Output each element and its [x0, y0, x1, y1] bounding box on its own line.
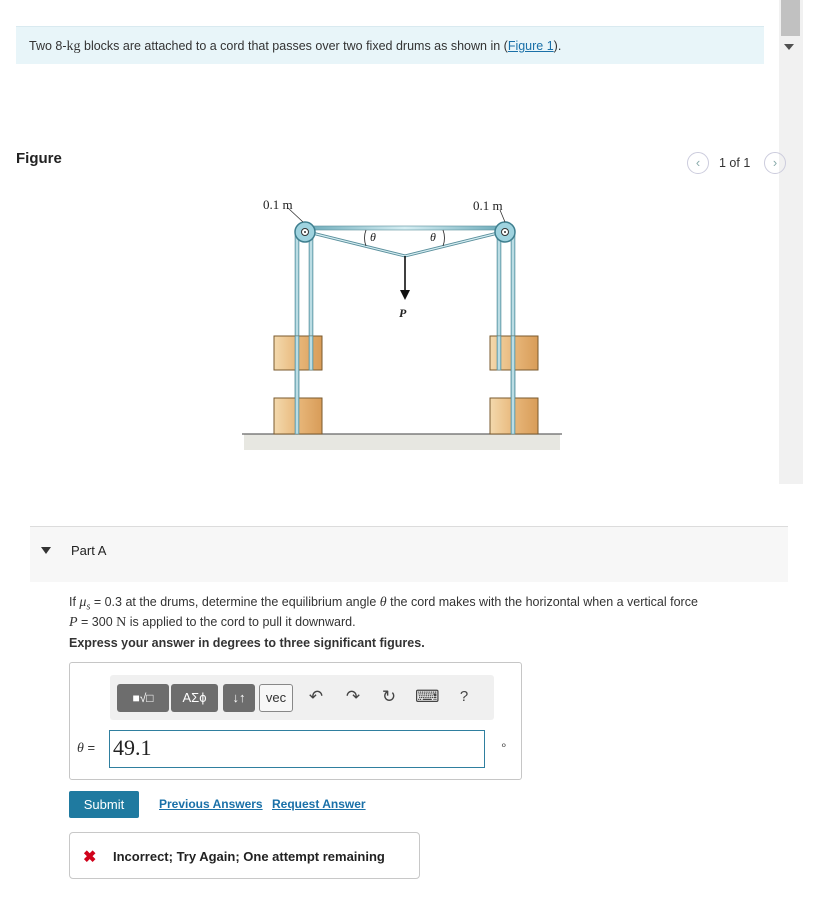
force-symbol: P: [69, 614, 78, 630]
problem-text-close: ).: [553, 39, 562, 53]
right-drum: [495, 222, 515, 242]
help-icon[interactable]: ?: [459, 688, 469, 705]
part-a-header[interactable]: [30, 527, 788, 582]
previous-answers-link[interactable]: Previous Answers: [159, 797, 263, 811]
scroll-down-icon[interactable]: [784, 44, 794, 50]
part-label: Part A: [71, 543, 107, 558]
answer-input[interactable]: 49.1: [109, 730, 485, 768]
v-cord: [308, 232, 502, 256]
question-text-3: the cord makes with the horizontal when a vertical force: [386, 595, 698, 609]
question-text-2: = 0.3 at the drums, determine the equilibrium angle: [90, 595, 380, 609]
arrows-button[interactable]: [223, 684, 255, 712]
mass-unit: kg: [66, 39, 81, 54]
undo-icon[interactable]: ↶: [308, 687, 324, 706]
submit-button[interactable]: Submit: [69, 791, 139, 818]
request-answer-link[interactable]: Request Answer: [272, 797, 366, 811]
question-text: [69, 595, 769, 630]
answer-equals: =: [83, 740, 96, 755]
theta-symbol: θ: [379, 595, 387, 610]
theta-right-label: θ: [430, 230, 436, 244]
force-arrow: [400, 256, 410, 300]
prev-figure-button[interactable]: [687, 152, 709, 174]
answer-unit: ∘: [500, 738, 508, 752]
figure-link[interactable]: Figure 1: [507, 39, 554, 53]
vector-button[interactable]: [259, 684, 293, 712]
scrollbar-track[interactable]: [779, 0, 803, 484]
dimension-left: 0.1 m: [263, 197, 293, 212]
mu-subscript: s: [86, 601, 91, 613]
force-unit: N: [116, 614, 127, 630]
figure-title: Figure: [16, 150, 62, 167]
answer-instruction: Express your answer in degrees to three significant figures.: [69, 636, 425, 650]
greek-symbols-button[interactable]: [171, 684, 218, 712]
dimension-right: 0.1 m: [473, 198, 503, 213]
answer-variable-label: [77, 740, 95, 757]
vector-label: vec: [265, 690, 287, 705]
reset-icon[interactable]: ↻: [381, 687, 397, 706]
figure-page-count: 1 of 1: [719, 156, 751, 170]
force-label: P: [399, 306, 407, 320]
problem-text-mid: blocks are attached to a cord that passes over two fixed drums as shown in (: [80, 39, 508, 53]
question-text-5: is applied to the cord to pull it downward.: [126, 614, 356, 629]
redo-icon[interactable]: ↷: [345, 687, 361, 706]
answer-variable: θ: [77, 741, 84, 756]
next-figure-button[interactable]: [764, 152, 786, 174]
question-text-4: = 300: [77, 614, 117, 629]
arrows-icon: ↓↑: [232, 690, 246, 705]
incorrect-icon: ✖: [83, 849, 97, 866]
problem-text-start: Two 8-: [29, 39, 67, 53]
theta-left-label: θ: [370, 230, 376, 244]
chevron-left-icon: ‹: [695, 155, 701, 170]
feedback-message: Incorrect; Try Again; One attempt remaining: [113, 849, 385, 864]
greek-symbols-label: ΑΣϕ: [182, 690, 207, 705]
figure-diagram: [230, 190, 570, 460]
collapse-triangle-icon[interactable]: [41, 547, 51, 554]
keyboard-icon[interactable]: ⌨: [415, 687, 440, 706]
top-cord: [305, 226, 505, 230]
mu-symbol: μ: [79, 595, 87, 610]
templates-button[interactable]: [117, 684, 169, 712]
chevron-right-icon: ›: [772, 155, 778, 170]
question-text-1: If: [69, 595, 80, 609]
left-drum: [295, 222, 315, 242]
templates-icon: ■√□: [132, 691, 154, 705]
scrollbar-thumb[interactable]: [781, 0, 800, 36]
ground: [242, 434, 562, 450]
problem-statement: [16, 26, 764, 64]
